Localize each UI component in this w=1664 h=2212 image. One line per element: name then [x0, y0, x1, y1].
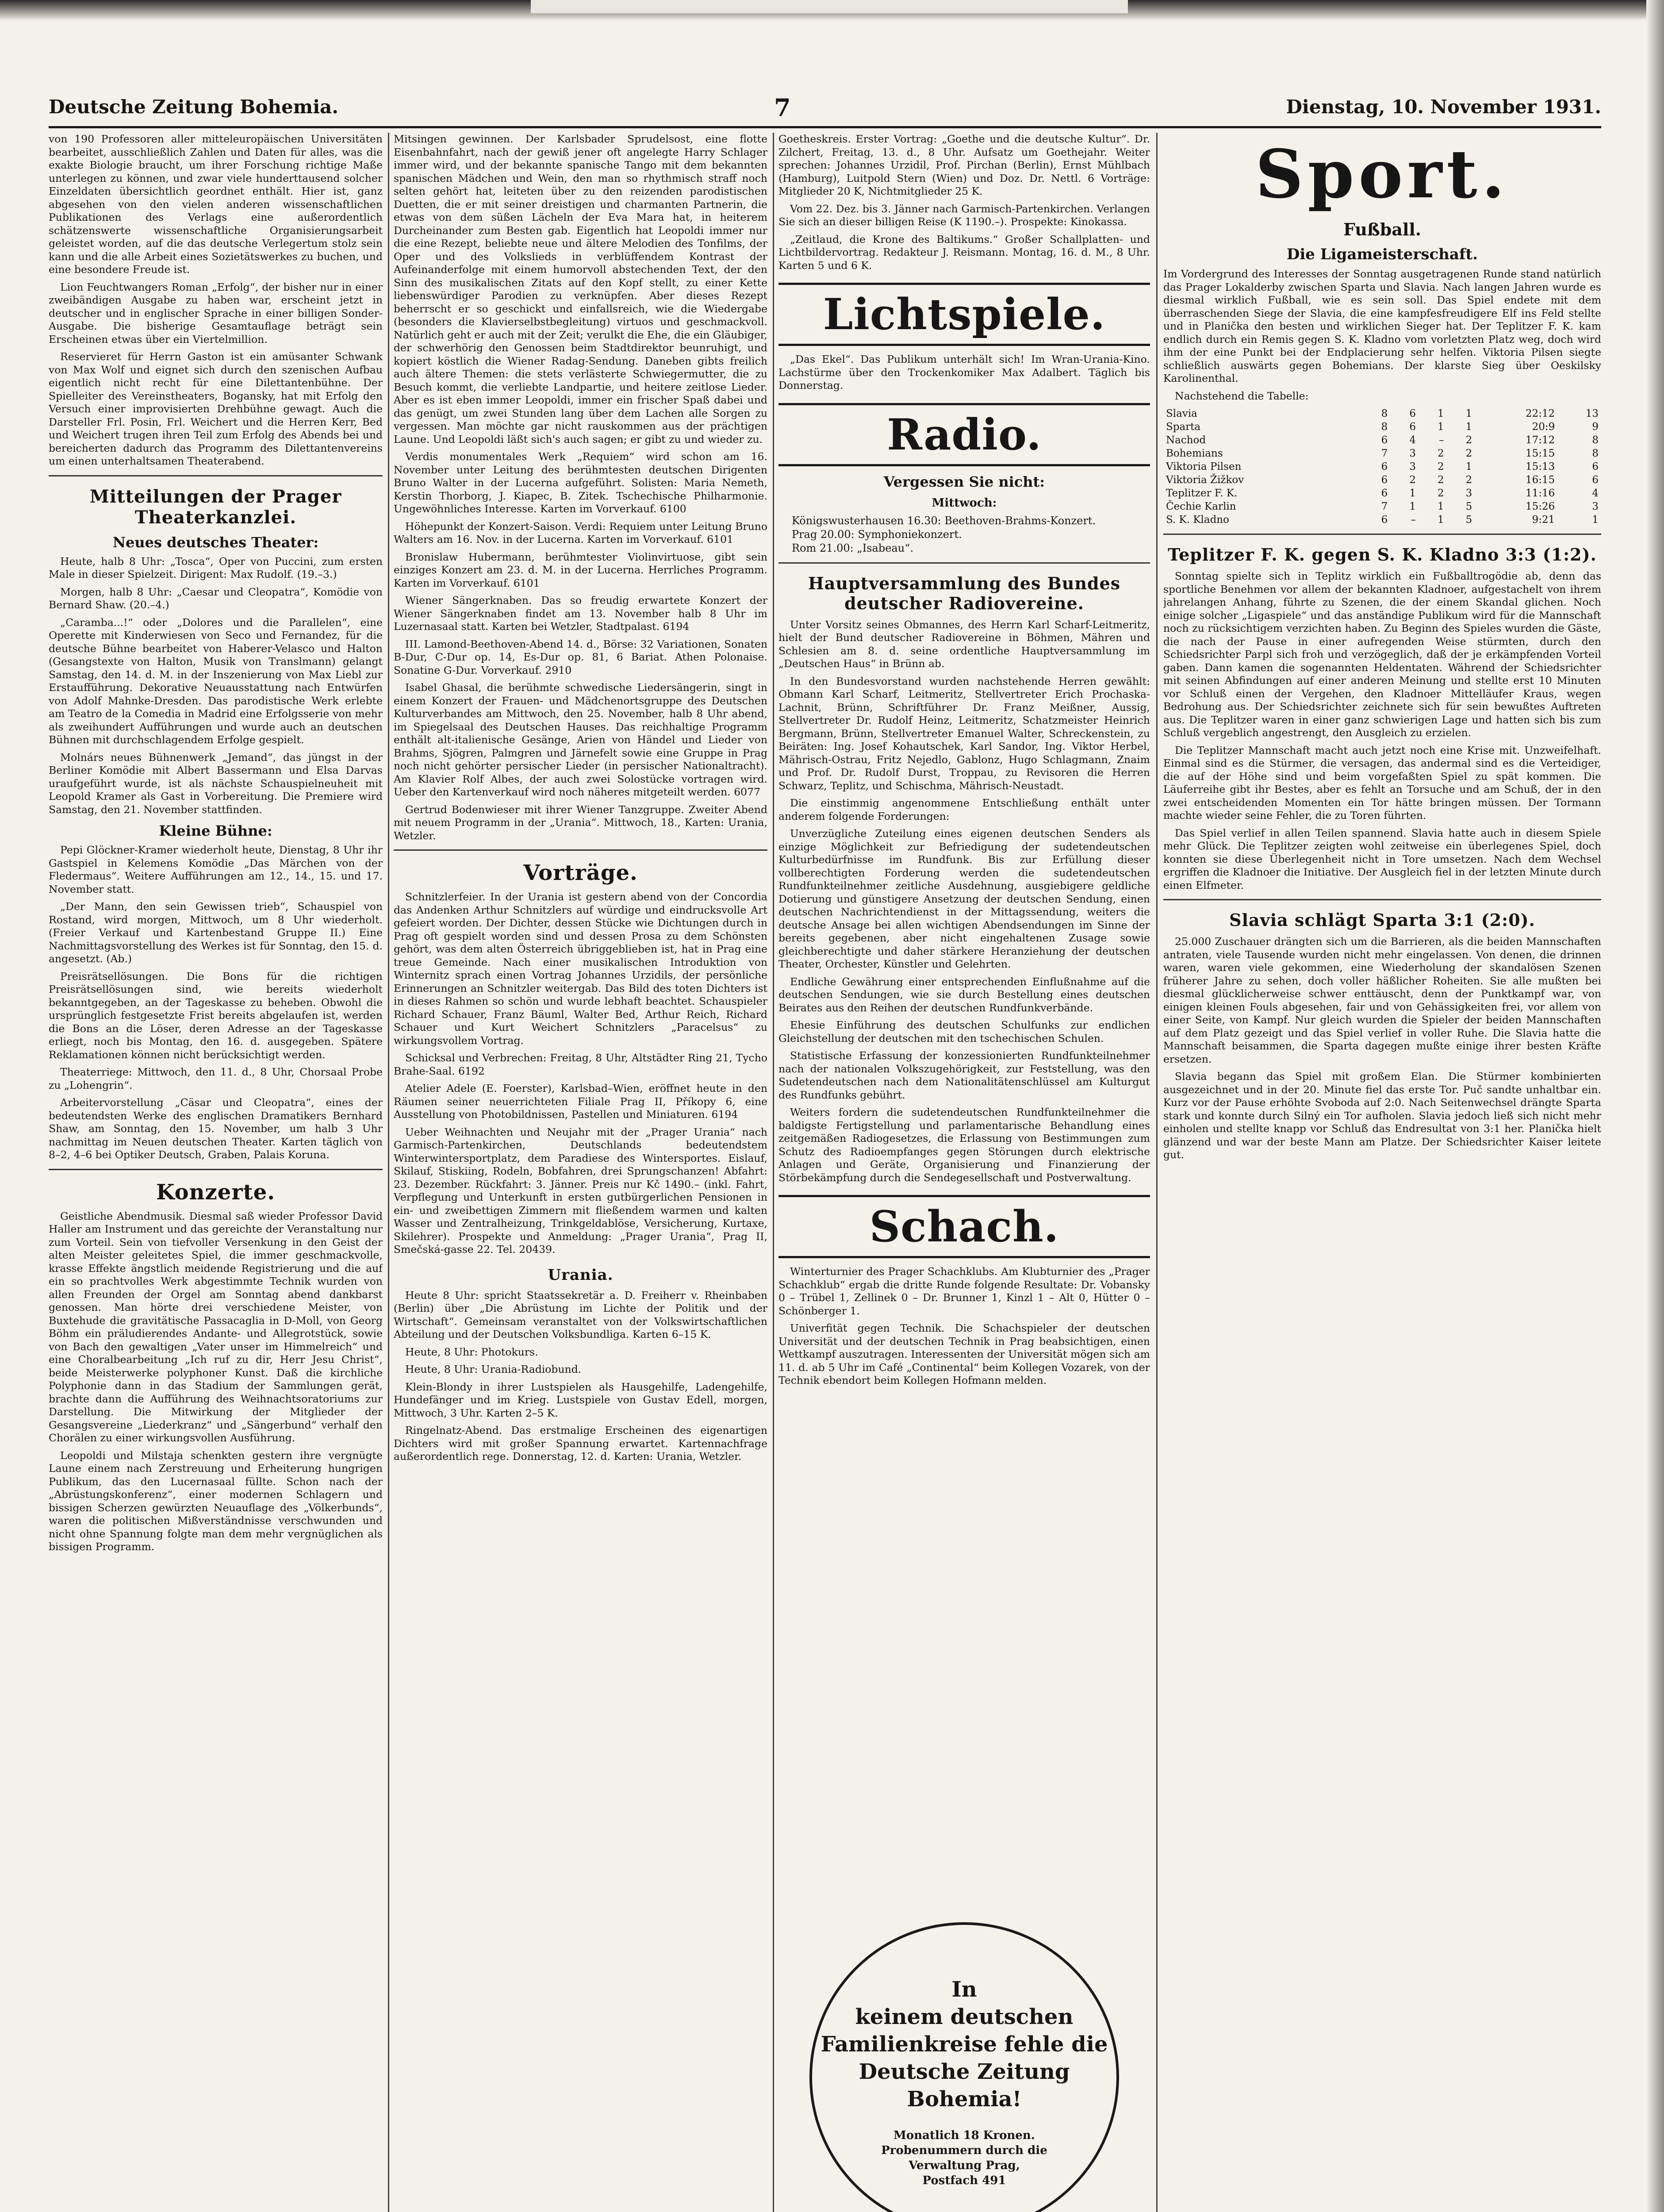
- table-row: [1163, 513, 1601, 526]
- stat-cell: 6: [1592, 474, 1599, 486]
- team-name-cell: Čechie Karlin: [1166, 501, 1236, 512]
- stat-cell: 8: [1592, 434, 1599, 446]
- article-paragraph: Heute 8 Uhr: spricht Staatssekretär a. D. Freiherr v. Rheinbaben (Berlin) über „Die Abrüstung im Lichte der Politik und der Wirtschaft“. Gemeinsam veranstaltet von der Volkswirtschaftlichen Abteilung und der Deutschen Volksbundliga. Karten 6–15 K.: [394, 1289, 767, 1340]
- section-rule: [49, 1169, 383, 1170]
- section-heading-lichtspiele: Lichtspiele.: [778, 283, 1150, 346]
- article-paragraph: Heute, halb 8 Uhr: „Tosca“, Oper von Puccini, zum ersten Male in dieser Spielzeit. Dirigent: Max Rudolf. (19.–3.): [49, 555, 383, 580]
- article-paragraph: Heute, 8 Uhr: Photokurs.: [405, 1345, 538, 1358]
- ad-line: Verwaltung Prag,: [909, 2159, 1020, 2172]
- stat-cell: 2: [1409, 474, 1416, 486]
- stat-cell: –: [1439, 434, 1444, 446]
- article-paragraph: Gertrud Bodenwieser mit ihrer Wiener Tanzgruppe. Zweiter Abend mit neuem Programm in der „Urania“. Mittwoch, 18., Karten: Urania, Wetzler.: [394, 803, 767, 842]
- masthead: [49, 91, 1601, 128]
- stat-cell: 15:15: [1526, 448, 1555, 459]
- article-paragraph: Ueber Weihnachten und Neujahr mit der „Prager Urania“ nach Garmisch-Partenkirchen, Deutschlands bedeutendstem Winterwintersportplatz, dem Paradiese des Wintersportes. Eislauf, Skilauf, Stiskiing, Rodeln, Bobfahren, drei Sprungschanzen! Abfahrt: 23. Dezember. Rückfahrt: 3. Jänner. Preis nur Kč 1490.– (inkl. Fahrt, Verpflegung und Unterkunft in ersten gutbürgerlichen Pensionen in ein- und zweibettigen Zimmern mit fließendem warmen und kalten Wasser und Zentralheizung, Trinkgeldablöse, Versicherung, Kurtaxe, Skilehrer). Prospekte und Anmeldung: „Prager Urania“, Prag II, Smečská-gasse 22. Tel. 20439.: [394, 1125, 767, 1256]
- ad-line: In: [951, 1977, 977, 2002]
- article-paragraph: In den Bundesvorstand wurden nachstehende Herren gewählt: Obmann Karl Scharf, Leitmeritz, Stellvertreter Erich Prochaska-Lachnit, Brünn, Schriftführer Dr. Franz Meißner, Aussig, Stellvertreter Dr. Rudolf Heinz, Leitmeritz, Schatzmeister Heinrich Bergmann, Brünn, Stellvertreter Emanuel Walter, Schreckenstein, zu Beiräten: Ing. Josef Kohautschek, Karl Sandor, Ing. Viktor Herbel, Mährisch-Ostrau, Fritz Nejedlo, Gablonz, Hugo Schlagmann, Znaim und Prof. Dr. Rudolf Durst, Troppau, zu Revisoren die Herren Schwarz, Teplitz, und Schischma, Mährisch-Neustadt.: [778, 675, 1150, 792]
- article-paragraph: Die einstimmig angenommene Entschließung enthält unter anderem folgende Forderungen:: [778, 797, 1150, 822]
- article-paragraph: Die Teplitzer Mannschaft macht auch jetzt noch eine Krise mit. Unzweifelhaft. Einmal sind es die Stürmer, die versagen, das andermal sind es die Verteidiger, die auf der Höhe sind und beim vorgefaßten Spiel zu spät kommen. Die Läuferreihe gibt ihr Bestes, aber es fehlt an Torsuche und am Schuß, der in den zwei entscheidenden Momenten ein Tor hätte bringen müssen. Der Tormann machte wieder seine Fehler, die zu Toren führten.: [1163, 744, 1601, 822]
- table-row: [1163, 473, 1601, 487]
- article-paragraph: Leopoldi und Milstaja schenkten gestern ihre vergnügte Laune einem nach Zerstreuung und Erheiterung hungrigen Publikum, das den Lucernasaal füllte. Schon nach der „Abrüstungskonferenz“, einer modernen Schlagern und bissigen Scherzen gewürzten Neuauflage des „Völkerbunds“, waren die politischen Mißverständnisse verschwunden und nicht ohne Spannung folgte man dem mehr vergnüglichen als bissigen Programm.: [49, 1449, 383, 1553]
- section-heading-schach: Schach.: [778, 1195, 1150, 1258]
- article-paragraph: „Der Mann, den sein Gewissen trieb“, Schauspiel von Rostand, wird morgen, Mittwoch, um 8 Uhr wiederholt. (Freier Verkauf und Kartenbestand Gruppe II.) Eine Nachmittagsvorstellung des Werkes ist für Sonntag, den 15. d. angesetzt. (Ab.): [49, 900, 383, 965]
- article-paragraph: Univerfität gegen Technik. Die Schachspieler der deutschen Universität und der deutschen Technik in Prag beabsichtigen, einen Wettkampf auszutragen. Interessenten der Universität mögen sich am 11. d. ab 5 Uhr im Café „Continental“ beim Kollegen Vozarek, von der Technik ebendort beim Kollegen Hofmann melden.: [778, 1322, 1150, 1386]
- stat-cell: 9:21: [1532, 514, 1555, 526]
- stat-cell: 13: [1585, 408, 1599, 419]
- stat-cell: 1: [1465, 421, 1472, 433]
- section-rule: [49, 475, 383, 476]
- article-paragraph: von 190 Professoren aller mitteleuropäischen Universitäten bearbeitet, ausschließlich Zahlen und Daten für alles, was die exakte Biologie braucht, um ihrer Forschung richtige Maße unterlegen zu können, und zwar viele hunderttausend solcher Einzeldaten übersichtlich geordnet enthält. Hier ist, ganz abgesehen von den vielen anderen wissenschaftlichen Publikationen des Verlags eine außerordentlich schätzenswerte wissenschaftliche Organisierungsarbeit geleistet worden, auf die das deutsche Verlegertum stolz sein kann und die alle Arbeit eines Sozietätswerkes zu buchen, und eine besondere Freude ist.: [49, 133, 383, 276]
- team-name-cell: Teplitzer F. K.: [1166, 488, 1238, 499]
- stat-cell: 6: [1381, 434, 1388, 446]
- scan-edge-right: [1646, 0, 1664, 2212]
- ad-headline: [812, 1976, 1116, 2113]
- section-heading-konzerte: Konzerte.: [156, 1179, 276, 1205]
- article-paragraph: Vom 22. Dez. bis 3. Jänner nach Garmisch-Partenkirchen. Verlangen Sie sich an dieser billigen Reise (K 1190.–). Prospekte: Kinokassa.: [778, 202, 1150, 228]
- article-paragraph: Reservieret für Herrn Gaston ist ein amüsanter Schwank von Max Wolf und eignet sich durch den szenischen Aufbau eigentlich nicht recht für eine Dilettantenbühne. Der Spielleiter des Vereinstheaters, Bogansky, hat mit Erfolg den Versuch einer improvisierten Drehbühne gewagt. Auch die Darsteller Frl. Posin, Frl. Weichert und die Herren Kerr, Bed und Weichert trugen ihren Teil zum Erfolg des Abends bei und bereicherten dadurch das Programm des Dilettantenvereins um einen unterhaltsamen Theaterabend.: [49, 350, 383, 467]
- article-paragraph: Im Vordergrund des Interesses der Sonntag ausgetragenen Runde stand natürlich das Prager Lokalderby zwischen Sparta und Slavia. Nach langen Jahren wurde es diesmal wirklich Fußball, wie es sein soll. Das Spiel endete mit dem überraschenden Siege der Slavia, die eine kampfesfreudigere Elf ins Feld stellte und in Planička den besten und wirklichen Sieger hat. Der Teplitzer F. K. kam endlich durch ein Remis gegen S. K. Kladno vom vorletzten Platz weg, doch wird ihm der eine Punkt bei der Endplacierung sehr helfen. Viktoria Pilsen siegte schließlich auswärts gegen Bohemians. Der klarste Sieg über Oeskilsky Karolinenthal.: [1163, 268, 1601, 384]
- table-row: [1163, 407, 1601, 420]
- team-name-cell: Nachod: [1166, 434, 1206, 446]
- table-row: [1163, 434, 1601, 447]
- subheading: Neues deutsches Theater:: [112, 534, 319, 551]
- article-paragraph: Morgen, halb 8 Uhr: „Caesar und Cleopatra“, Komödie von Bernard Shaw. (20.–4.): [49, 585, 383, 611]
- stat-cell: 3: [1592, 501, 1599, 512]
- article-paragraph: 25.000 Zuschauer drängten sich um die Barrieren, als die beiden Mannschaften antraten, viele Tausende wurden nicht mehr eingelassen. Von denen, die drinnen waren, waren viele gekommen, eine Wiederholung der skandalösen Szenen früherer Jahre zu sehen, doch voller häßlicher Roheiten. Sie alle mußten bei diesmal glücklicherweise schwer enttäuscht, denn der Punktkampf war, von einigen kleinen Fouls abgesehen, fair und von Gehässigkeiten frei, vor allem von einer Seite, von Kampf. Nur gleich wurden die Spieler der beiden Mannschaften auf dem Platz gezeigt und das Spiel verlief in voller Ruhe. Die Slavia hatte die Mannschaft beisammen, die Sparta dagegen mußte einige ihrer besten Kräfte ersetzen.: [1163, 935, 1601, 1065]
- article-paragraph: Wiener Sängerknaben. Das so freudig erwartete Konzert der Wiener Sängerknaben findet am 13. November halb 8 Uhr im Luzernasaal statt. Karten bei Wetzler, Stadtpalast. 6194: [394, 594, 767, 633]
- article-paragraph: Winterturnier des Prager Schachklubs. Am Klubturnier des „Prager Schachklub“ ergab die dritte Runde folgende Resultate: Dr. Vobansky 0 – Trübel 1, Zellinek 0 – Dr. Brunner 1, Kinzl 1 – Alt 0, Hütter 0 – Schönberger 1.: [778, 1265, 1150, 1317]
- article-paragraph: Ehesie Einführung des deutschen Schulfunks zur endlichen Gleichstellung der deutschen mit den tschechischen Schulen.: [778, 1019, 1150, 1045]
- stat-cell: 6: [1592, 461, 1599, 472]
- article-paragraph: Molnárs neues Bühnenwerk „Jemand“, das jüngst in der Berliner Komödie mit Albert Bassermann und Elsa Darvas uraufgeführt wurde, ist als nächste Schauspielneuheit mit Leopold Kramer als Gast in Vorbereitung. Die Premiere wird Samstag, den 21. November stattfinden.: [49, 751, 383, 816]
- stat-cell: 2: [1437, 488, 1444, 499]
- team-name-cell: Sparta: [1166, 421, 1201, 433]
- stat-cell: 17:12: [1526, 434, 1555, 446]
- article-paragraph: Pepi Glöckner-Kramer wiederholt heute, Dienstag, 8 Uhr ihr Gastspiel in Kelemens Komödie „Das Märchen von der Fledermaus“. Weitere Aufführungen am 12., 14., 15. und 17. November statt.: [49, 844, 383, 895]
- page-number: 7: [774, 93, 791, 122]
- subscription-advertisement: [809, 1922, 1119, 2212]
- scan-notch: [531, 0, 1128, 13]
- stat-cell: 9: [1592, 421, 1599, 433]
- stat-cell: 2: [1437, 474, 1444, 486]
- stat-cell: 20:9: [1532, 421, 1555, 433]
- subheading-fussball: Fußball.: [1343, 219, 1422, 239]
- article-paragraph: Höhepunkt der Konzert-Saison. Verdi: Requiem unter Leitung Bruno Walters am 16. Nov. in der Lucerna. Karten im Vorverkauf. 6101: [394, 520, 767, 545]
- article-paragraph: Goetheskreis. Erster Vortrag: „Goethe und die deutsche Kultur“. Dr. Zilchert, Freitag, 13. d., 8 Uhr. Aufsatz um Goethejahr. Weiter sprechen: Johannes Urzidil, Prof. Pirchan (Berlin), Ernst Mühlbach (Hamburg), Luitpold Stern (Wien) und Doz. Dr. Nettl. 6 Vorträge: Mitglieder 20 K, Nichtmitglieder 25 K.: [778, 133, 1150, 197]
- table-row: [1163, 420, 1601, 434]
- article-paragraph: Sonntag spielte sich in Teplitz wirklich ein Fußballtrogödie ab, denn das sportliche Benehmen vor allem der bekannten Kladnoer, aufgestachelt von ihrem jahrelangen Anhang, führte zu Szenen, die der einem Skandal glichen. Noch einige solcher „Ligaspiele“ und das anständige Publikum wird für die Mannschaft noch zu rücksichtigem verzichten haben. Zu Beginn des Spieles wurden die Gäste, die nach der Pause in einer aufregenden Weise stürmten, durch den Schiedsrichter Parpl sich froh und verzögeglich, daß der je erkämpfenden Vorteil gaben. Dann kamen die sogenannten Heldentaten. Während der Schiedsrichter mit seinen Abfindungen auf einer anderen Meinung und stellte erst 10 Minuten vor Schluß einen der Vergehen, den Kladnoer Mittelläufer Kraus, wegen Bedrohung aus. Der Schiedsrichter zeichnete sich für sein bewußtes Auftreten aus. Die Teplitzer waren in einer ganz schwierigen Lage und hatten sich bis zum Schluß vergeblich angestrengt, den Ausgleich zu erzielen.: [1163, 570, 1601, 739]
- stat-cell: 6: [1381, 461, 1388, 472]
- ad-line: Probenummern durch die: [881, 2144, 1047, 2157]
- article-paragraph: Das Spiel verlief in allen Teilen spannend. Slavia hatte auch in diesem Spiele mehr Glück. Die Teplitzer zeigten wohl zeitweise ein überlegenes Spiel, doch konnten sie diese Überlegenheit nicht in Tore umsetzen. Nach dem Wechsel ergriffen die Kladnoer die Initiative. Der Ausgleich fiel in der letzten Minute durch einen Elfmeter.: [1163, 826, 1601, 891]
- subheading-ligameisterschaft: Die Ligameisterschaft.: [1286, 246, 1478, 263]
- stat-cell: –: [1411, 514, 1416, 526]
- table-row: [1163, 447, 1601, 460]
- section-heading-urania: Urania.: [548, 1266, 613, 1284]
- stat-cell: 6: [1409, 408, 1416, 419]
- stat-cell: 11:16: [1526, 488, 1555, 499]
- stat-cell: 7: [1381, 501, 1388, 512]
- stat-cell: 2: [1437, 461, 1444, 472]
- table-row: [1163, 460, 1601, 473]
- stat-cell: 2: [1465, 448, 1472, 459]
- radio-program-list: [778, 514, 1150, 555]
- stat-cell: 8: [1381, 408, 1388, 419]
- article-paragraph: Ringelnatz-Abend. Das erstmalige Erscheinen des eigenartigen Dichters wird mit großer Spannung erwartet. Kartennachfrage außerordentlich rege. Donnerstag, 12. d. Karten: Urania, Wetzler.: [394, 1424, 767, 1463]
- stat-cell: 6: [1381, 514, 1388, 526]
- article-paragraph: Bronislaw Hubermann, berühmtester Violinvirtuose, gibt sein einziges Konzert am 23. d. M. in der Lucerna. Herrliches Programm. Karten im Vorverkauf. 6101: [394, 550, 767, 589]
- column-2: [394, 133, 767, 2212]
- section-rule: [778, 562, 1150, 564]
- masthead-title: Deutsche Zeitung Bohemia.: [49, 96, 338, 118]
- stat-cell: 1: [1465, 408, 1472, 419]
- article-paragraph: Lion Feuchtwangers Roman „Erfolg“, der bisher nur in einer zweibändigen Ausgabe zu haben war, erscheint jetzt in deutscher und in englischer Sprache in einer billigen Sonder-Ausgabe. Die bisherige Gesamtauflage beträgt sein Erscheinen etwas über ein Viertelmillion.: [49, 280, 383, 346]
- column-3: [778, 133, 1150, 1900]
- article-paragraph: Weiters fordern die sudetendeutschen Rundfunkteilnehmer die baldigste Fertigstellung und parlamentarische Behandlung eines zeitgemäßen Radiogesetzes, die Erlassung von Bestimmungen zum Schutz des Radioempfanges gegen Störungen durch elektrische Anlagen und Geräte, Organisierung und Finanzierung der Störbekämpfung durch die Sendegesellschaft und Postverwaltung.: [778, 1106, 1150, 1184]
- section-heading-hauptversammlung: Hauptversammlung des Bundes deutscher Radiovereine.: [808, 573, 1121, 613]
- radio-program-item: Königswusterhausen 16.30: Beethoven-Brahms-Konzert.: [792, 514, 1096, 527]
- scan-edge-top: [0, 0, 1664, 20]
- stat-cell: 6: [1381, 488, 1388, 499]
- table-caption: Nachstehend die Tabelle:: [1175, 389, 1309, 402]
- article-paragraph: Preisrätsellösungen. Die Bons für die richtigen Preisrätsellösungen sind, wie bereits wiederholt bekanntgegeben, an der Tageskasse zu beheben. Obwohl die ursprünglich festgesetzte Frist bereits abgelaufen ist, werden die Bons an die Löser, deren Adresse an der Tageskasse erliegt, noch bis Montag, den 16. d. ausgegeben. Spätere Reklamationen können nicht berücksichtigt werden.: [49, 970, 383, 1061]
- radio-program-item: Prag 20.00: Symphoniekonzert.: [792, 528, 962, 541]
- column-1: [49, 133, 383, 2212]
- stat-cell: 5: [1465, 514, 1472, 526]
- section-heading-theaterkanzlei: Mitteilungen der Prager Theaterkanzlei.: [89, 486, 342, 528]
- stat-cell: 6: [1381, 474, 1388, 486]
- stat-cell: 3: [1409, 461, 1416, 472]
- subheading-day: Mittwoch:: [932, 496, 997, 510]
- table-row: [1163, 500, 1601, 513]
- stat-cell: 8: [1381, 421, 1388, 433]
- stat-cell: 15:26: [1526, 501, 1555, 512]
- article-paragraph: „Caramba...!“ oder „Dolores und die Parallelen“, eine Operette mit Kinderwiesen von Seco und Fernandez, für die deutsche Bühne bearbeitet von Haberer-Velasco und Halton (Gesangstexte von Halton, Musik von Translmann) gelangt Samstag, den 14. d. M. in der Inszenierung von Max Liebl zur Erstaufführung. Dekorative Neuausstattung nach Entwürfen von Adolf Mahnke-Dresden. Das parodistische Werk erlebte am Teatro de la Comedia in Madrid eine Erfolgsserie von mehr als zweihundert Aufführungen und wurde auch an deutschen Bühnen mit durchschlagendem Erfolge gespielt.: [49, 616, 383, 746]
- ad-line: Deutsche Zeitung Bohemia!: [859, 2059, 1070, 2112]
- stat-cell: 1: [1465, 461, 1472, 472]
- section-heading-sport: Sport.: [1255, 135, 1509, 213]
- article-paragraph: III. Lamond-Beethoven-Abend 14. d., Börse: 32 Variationen, Sonaten B-Dur, C-Dur op. 14, Es-Dur op. 81, 6 Bariat. Athen Polonaise. Sonatine G-Dur. Vorverkauf. 2910: [394, 637, 767, 676]
- stat-cell: 2: [1465, 434, 1472, 446]
- article-paragraph: Verdis monumentales Werk „Requiem“ wird schon am 16. November unter Leitung des berühmtesten deutschen Dirigenten Bruno Walter in der Lucerna aufgeführt. Solisten: Maria Nemeth, Kerstin Thorborg, J. Kiapec, B. Zitek. Tschechische Philharmonie. Ungewöhnliches Interesse. Karten im Vorverkauf. 6100: [394, 450, 767, 515]
- team-name-cell: Viktoria Pilsen: [1166, 461, 1242, 472]
- section-heading-vortraege: Vorträge.: [523, 860, 638, 885]
- article-paragraph: Geistliche Abendmusik. Diesmal saß wieder Professor David Haller am Instrument und das gereichte der Veranstaltung nur zum Vorteil. Sein von tiefvoller Versenkung in den Geist der alten Meister geleitetes Spiel, die immer geschmackvolle, krasse Effekte ängstlich meidende Registrierung und die auf ein so prachtvolles Werk abgestimmte Technik wurden von allen Freunden der Orgel am Sonntag abend dankbarst genossen. Man hörte drei verschiedene Meister, von Buxtehude die gravitätische Passacaglia in D-Moll, von Georg Böhm ein präludierendes Andante- und Allegrotstück, sowie von Bach den gewaltigen „Vater unser im Himmelreich“ und eine Choralbearbeitung „Ich ruf zu dir, Herr Jesu Christ“, beide Meisterwerke polyphoner Kunst. Daß die kirchliche Polyphonie dann in das Stadium der Sammlungen gerät, brachte dann die Aufführung des Weihnachtsoratoriums zur Darstellung. Die Mitwirkung der Mitglieder der Gesangsvereine „Liederkranz“ und „Sängerbund“ verhalf den Chorälen zu einer wirkungsvollen Ausführung.: [49, 1210, 383, 1444]
- league-table: [1163, 407, 1601, 526]
- column-rule: [773, 133, 774, 2212]
- stat-cell: 15:13: [1526, 461, 1555, 472]
- section-rule: [1163, 899, 1601, 900]
- masthead-date: Dienstag, 10. November 1931.: [1286, 96, 1601, 118]
- ad-subscription-info: [812, 2128, 1116, 2188]
- stat-cell: 16:15: [1526, 474, 1555, 486]
- article-paragraph: „Das Ekel“. Das Publikum unterhält sich! Im Wran-Urania-Kino. Lachstürme über den Trockenkomiker Max Adalbert. Täglich bis Donnerstag.: [778, 353, 1150, 392]
- ad-price: Monatlich 18 Kronen.: [893, 2129, 1035, 2142]
- ad-line: Postfach 491: [922, 2174, 1006, 2187]
- article-paragraph: Unter Vorsitz seines Obmannes, des Herrn Karl Scharf-Leitmeritz, hielt der Bund deutscher Radiovereine in Böhmen, Mähren und Schlesien am 8. d. seine ordentliche Hauptversammlung im „Deutschen Haus“ in Brünn ab.: [778, 618, 1150, 670]
- stat-cell: 3: [1409, 448, 1416, 459]
- stat-cell: 1: [1592, 514, 1599, 526]
- stat-cell: 1: [1437, 501, 1444, 512]
- stat-cell: 4: [1592, 488, 1599, 499]
- article-paragraph: Schicksal und Verbrechen: Freitag, 8 Uhr, Altstädter Ring 21, Tycho Brahe-Saal. 6192: [394, 1052, 767, 1077]
- article-paragraph: Endliche Gewährung einer entsprechenden Einflußnahme auf die deutschen Sendungen, wie sie durch Bestellung eines deutschen Beirates aus den Reihen der deutschen Rundfunkverbände.: [778, 975, 1150, 1014]
- article-paragraph: Statistische Erfassung der konzessionierten Rundfunkteilnehmer nach der nationalen Volkszugehörigkeit, zur Feststellung, was den Sudetendeutschen nach dem Nationalitätenschlüssel am Kulturgut des Rundfunks gebührt.: [778, 1049, 1150, 1101]
- article-paragraph: Unverzügliche Zuteilung eines eigenen deutschen Senders als einzige Möglichkeit zur Befriedigung der sudetendeutschen Kulturbedürfnisse im Rundfunk. Bis zur Erfüllung dieser vollberechtigten Forderung werden die sudetendeutschen Rundfunkteilnehmer zeitliche Ausdehnung, ausgiebigere geldliche Dotierung und günstigere Ansetzung der deutschen Sendung, einen deutschen Nachrichtendienst in der Mittagssendung, weiters die deutsche Ansage bei allen wichtigen Abendsendungen im Sinne der bereits gegebenen, aber nicht eingehaltenen Zusage sowie gleichberechtigte und daher stärkere Heranziehung der deutschen Theater, Orchester, Künstler und Gelehrten.: [778, 827, 1150, 970]
- team-name-cell: Viktoria Žižkov: [1166, 474, 1244, 486]
- stat-cell: 8: [1592, 448, 1599, 459]
- article-paragraph: Heute, 8 Uhr: Urania-Radiobund.: [405, 1363, 582, 1375]
- team-name-cell: S. K. Kladno: [1166, 514, 1229, 526]
- column-rule: [1156, 133, 1158, 2212]
- team-name-cell: Slavia: [1166, 408, 1197, 419]
- match-heading-slavia-sparta: Slavia schlägt Sparta 3:1 (2:0).: [1229, 910, 1535, 930]
- section-heading-radio: Radio.: [778, 403, 1150, 466]
- stat-cell: 7: [1381, 448, 1388, 459]
- stat-cell: 1: [1437, 408, 1444, 419]
- subheading: Vergessen Sie nicht:: [883, 473, 1045, 490]
- article-paragraph: „Zeitlaud, die Krone des Baltikums.“ Großer Schallplatten- und Lichtbildervortrag. Redakteur J. Reismann. Montag, 16. d. M., 8 Uhr. Karten 5 und 6 K.: [778, 233, 1150, 272]
- team-name-cell: Bohemians: [1166, 448, 1223, 459]
- stat-cell: 1: [1437, 421, 1444, 433]
- article-paragraph: Arbeitervorstellung „Cäsar und Cleopatra“, eines der bedeutendsten Werke des englischen Dramatikers Bernhard Shaw, am Sonntag, den 15. November, um halb 3 Uhr nachmittag im Neuen deutschen Theater. Karten täglich von 8–2, 4–6 bei Optiker Deutsch, Graben, Palais Koruna.: [49, 1096, 383, 1161]
- article-paragraph: Klein-Blondy in ihrer Lustspielen als Hausgehilfe, Ladengehilfe, Hundefänger und im Krieg. Lustspiele von Gustav Edell, morgen, Mittwoch, 3 Uhr. Karten 2–5 K.: [394, 1380, 767, 1419]
- article-paragraph: Atelier Adele (E. Foerster), Karlsbad–Wien, eröffnet heute in den Räumen seiner neuerrichteten Filiale Prag II, Příkopy 6, eine Ausstellung von Photobildnissen, Pastellen und Miniaturen. 6194: [394, 1082, 767, 1121]
- section-rule: [394, 849, 767, 851]
- article-paragraph: Isabel Ghasal, die berühmte schwedische Liedersängerin, singt in einem Konzert der Frauen- und Mädchenortsgruppe des Deutschen Kulturverbandes am Mittwoch, den 25. November, halb 8 Uhr abend, im Spiegelsaal des Deutschen Hauses. Das reichhaltige Programm enthält alt-italienische Gesänge, Arien von Händel und Lieder von Brahms, Sjögren, Palmgren und Järnefelt sowie eine Gruppe in Prag noch nicht gehörter persischer Lieder (in persischer Nationaltracht). Am Klavier Rolf Albes, der auch zwei Solostücke vortragen wird. Ueber den Kartenverkauf wird noch näheres mitgeteilt werden. 6077: [394, 681, 767, 798]
- article-paragraph: Schnitzlerfeier. In der Urania ist gestern abend von der Concordia das Andenken Arthur Schnitzlers auf würdige und eindrucksvolle Art gefeiert worden. Der Dichter, dessen Stücke wie Dichtungen durch in Prag oft gespielt worden sind und dessen Prosa zu dem Schönsten gehört, was dem alten Österreich übriggeblieben ist, hat in Prag eine treue Gemeinde. Nach einer musikalischen Introduktion von Winternitz sprach einen Vortrag Johannes Urzidils, der persönliche Erinnerungen an Schnitzler weitergab. Das Bild des toten Dichters ist in dieses Rahmen so schön und wurde lebhaft beachtet. Schauspieler Richard Schauer, Franz Bäuml, Walter Bed, Arthur Reich, Richard Schauer und Kurt Weichert Schnitzlers „Paracelsus“ zu wirkungsvollem Vortrag.: [394, 891, 767, 1047]
- column-rule: [388, 133, 389, 2212]
- stat-cell: 2: [1465, 474, 1472, 486]
- stat-cell: 1: [1437, 514, 1444, 526]
- stat-cell: 3: [1465, 488, 1472, 499]
- article-paragraph: Mitsingen gewinnen. Der Karlsbader Sprudelsost, eine flotte Eisenbahnfahrt, nach der gewiß jener oft angelegte Harry Schlager immer wird, und der bekannte spanische Tango mit dem bekannten spanischen Mädchen und Wein, den man so rhythmisch straff noch selten gehört hat, leiteten über zu den reizenden parodistischen Duetten, die er mit seiner dreistigen und charmanten Partnerin, die etwas von dem süßen Lächeln der Eva Mara hat, in heiterem Durcheinander zum Besten gab. Eigentlich hat Leopoldi immer nur die eine Rezept, beliebte neue und ältere Melodien des Tonfilms, der Oper und des Volkslieds in verblüffendem Kontrast der Aufeinanderfolge mit einem humorvoll abstechenden Text, der den Sinn des musikalischen Zitats auf den Kopf stellt, zu einer Kette liebenswürdiger Parodien zu verknüpfen. Aber dieses Rezept beherrscht er so geschickt und einfallsreich, wie die Wiedergabe (besonders die Klavierselbstbegleitung) virtuos und geschmackvoll. Natürlich geht er auch mit der Zeit; verulkt die Ehe, die ein Gläubiger, der schwerhörig den Genossen beim Stadtdirektor beunruhigt, und kopiert köstlich die Wiener Radag-Sendung. Daneben gibts freilich auch ältere Themen: die stets verlästerte Schwiegermutter, die zu Besuch kommt, die verliebte Landpartie, und heitere zeitlose Lieder. Aber es ist eben immer Leopoldi, immer ein frischer Spaß dabei und das genügt, um zwei Stunden lang über dem Lachen alle Sorgen zu vergessen. Man möchte gar nicht rauskommen aus der prächtigen Laune. Und Leopoldi läßt sich's auch sagen; er gibt zu und wieder zu.: [394, 133, 767, 445]
- ad-line: Familienkreise fehle die: [820, 2032, 1108, 2057]
- match-heading-teplitz-kladno: Teplitzer F. K. gegen S. K. Kladno 3:3 (1:2).: [1168, 545, 1597, 565]
- section-rule: [1163, 534, 1601, 535]
- ad-line: keinem deutschen: [855, 2005, 1074, 2029]
- column-4: [1163, 133, 1601, 2212]
- stat-cell: 2: [1437, 448, 1444, 459]
- stat-cell: 1: [1409, 488, 1416, 499]
- subheading: Kleine Bühne:: [159, 822, 272, 839]
- stat-cell: 4: [1409, 434, 1416, 446]
- article-paragraph: Slavia begann das Spiel mit großem Elan. Die Stürmer kombinierten ausgezeichnet und in der 20. Minute fiel das erste Tor. Puč sandte unhaltbar ein. Kurz vor der Pause erhöhte Svoboda auf 2:0. Nach Seitenwechsel drängte Sparta stark und konnte durch Silný ein Tor aufholen. Slavia jedoch ließ sich nicht mehr einholen und stellte knapp vor Schluß das Endresultat von 3:1 her. Planička hielt glänzend und war der beste Mann am Platze. Der Schiedsrichter Kaiser leitete gut.: [1163, 1070, 1601, 1161]
- table-row: [1163, 487, 1601, 500]
- stat-cell: 5: [1465, 501, 1472, 512]
- stat-cell: 6: [1409, 421, 1416, 433]
- stat-cell: 1: [1409, 501, 1416, 512]
- article-paragraph: Theaterriege: Mittwoch, den 11. d., 8 Uhr, Chorsaal Probe zu „Lohengrin“.: [49, 1066, 383, 1091]
- radio-program-item: Rom 21.00: „Isabeau“.: [792, 541, 914, 554]
- stat-cell: 22:12: [1526, 408, 1555, 419]
